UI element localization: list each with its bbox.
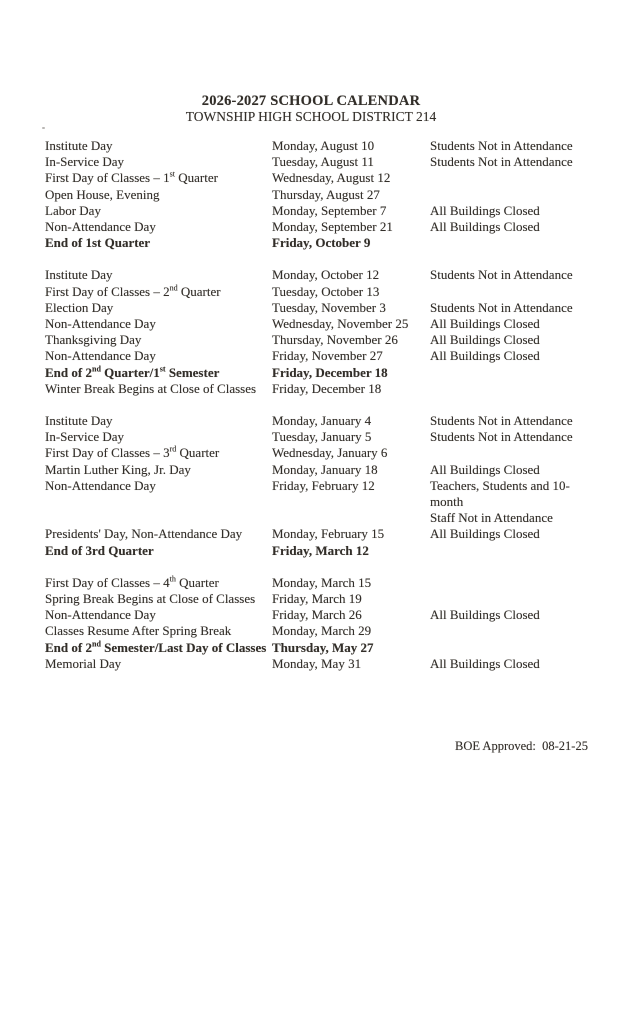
note-cell: All Buildings Closed [430, 526, 540, 542]
date-cell: Friday, November 27 [272, 348, 383, 364]
event-cell: Classes Resume After Spring Break [45, 623, 232, 639]
page-subtitle: TOWNSHIP HIGH SCHOOL DISTRICT 214 [185, 109, 437, 124]
text-segment: End of 2 [45, 364, 92, 380]
event-cell [45, 365, 272, 381]
ordinal-superscript: nd [91, 364, 101, 374]
date-cell: Monday, January 18 [272, 461, 378, 477]
event-cell: Martin Luther King, Jr. Day [45, 461, 191, 477]
ordinal-superscript: st [159, 364, 166, 374]
calendar-row [45, 591, 595, 607]
calendar-row [45, 543, 595, 559]
date-cell: Wednesday, August 12 [272, 170, 391, 186]
note-cell: Students Not in Attendance [430, 413, 573, 429]
note-line: Teachers, Students and 10-month [430, 477, 570, 510]
event-cell [45, 284, 272, 300]
date-cell: Thursday, November 26 [272, 332, 398, 348]
event-cell [45, 445, 272, 461]
date-cell: Thursday, May 27 [272, 639, 374, 655]
date-cell: Friday, March 19 [272, 591, 362, 607]
calendar-section-third-quarter [45, 413, 595, 559]
event-cell: End of 3rd Quarter [45, 542, 154, 558]
calendar-row [45, 267, 595, 283]
event-cell: Thanksgiving Day [45, 332, 142, 348]
date-cell: Monday, October 12 [272, 267, 380, 283]
event-cell: Institute Day [45, 413, 113, 429]
calendar-row [45, 575, 595, 591]
note-cell: All Buildings Closed [430, 202, 540, 218]
calendar-row [45, 381, 595, 397]
calendar-row [45, 348, 595, 364]
date-cell: Friday, December 18 [272, 380, 382, 396]
calendar-row [45, 462, 595, 478]
calendar-row [45, 478, 595, 527]
calendar-row [45, 365, 595, 381]
calendar-row [45, 203, 595, 219]
calendar-row [45, 170, 595, 186]
text-segment: Quarter [174, 170, 218, 186]
scan-artifact-speck [42, 127, 45, 129]
event-cell: Institute Day [45, 138, 113, 153]
event-cell: End of 1st Quarter [45, 235, 151, 251]
note-cell [430, 478, 595, 527]
calendar-row [45, 429, 595, 445]
event-cell: Labor Day [45, 202, 101, 218]
page-title: 2026-2027 SCHOOL CALENDAR [201, 93, 421, 109]
boe-approval-note: BOE Approved: 08-21-25 [455, 739, 588, 753]
date-cell: Tuesday, November 3 [272, 299, 386, 315]
note-cell: Students Not in Attendance [430, 267, 573, 283]
note-cell: All Buildings Closed [430, 332, 540, 348]
text-segment: Semester/Last Day of Classes [100, 639, 267, 655]
calendar-row [45, 300, 595, 316]
event-cell: Presidents' Day, Non-Attendance Day [45, 526, 243, 542]
calendar-row [45, 607, 595, 623]
event-cell: Winter Break Begins at Close of Classes [45, 380, 257, 396]
text-segment: End of 2 [45, 639, 92, 655]
date-cell: Monday, March 29 [272, 623, 372, 639]
calendar-row [45, 332, 595, 348]
calendar-row [45, 526, 595, 542]
date-cell: Friday, October 9 [272, 235, 371, 251]
date-cell: Tuesday, October 13 [272, 283, 380, 299]
calendar-section-fourth-quarter [45, 575, 595, 672]
ordinal-superscript: th [169, 574, 176, 584]
ordinal-superscript: nd [91, 639, 101, 649]
date-cell: Wednesday, November 25 [272, 316, 409, 332]
text-segment: Quarter [175, 574, 219, 590]
text-segment: Quarter [177, 283, 221, 299]
text-segment: Quarter [176, 445, 220, 461]
calendar-row [45, 154, 595, 170]
note-cell: Students Not in Attendance [430, 154, 573, 170]
date-cell: Monday, September 7 [272, 202, 387, 218]
calendar-section-second-quarter [45, 267, 595, 397]
calendar-body [45, 138, 595, 672]
text-segment: First Day of Classes – 3 [45, 445, 170, 461]
note-cell: All Buildings Closed [430, 461, 540, 477]
event-cell: Election Day [45, 299, 114, 315]
calendar-row [45, 316, 595, 332]
note-cell: Students Not in Attendance [430, 299, 573, 315]
event-cell [45, 575, 272, 591]
event-cell: Non-Attendance Day [45, 316, 156, 332]
note-cell: All Buildings Closed [430, 348, 540, 364]
note-cell: All Buildings Closed [430, 316, 540, 332]
event-cell: Non-Attendance Day [45, 477, 156, 493]
date-cell: Friday, March 26 [272, 607, 362, 623]
date-cell: Monday, March 15 [272, 574, 372, 590]
event-cell: Spring Break Begins at Close of Classes [45, 591, 256, 607]
event-cell [45, 170, 272, 186]
calendar-row [45, 640, 595, 656]
note-cell: Students Not in Attendance [430, 138, 573, 153]
event-cell: Memorial Day [45, 655, 122, 671]
calendar-row [45, 445, 595, 461]
calendar-row [45, 656, 595, 672]
date-cell: Monday, September 21 [272, 219, 393, 235]
date-cell: Monday, May 31 [272, 655, 362, 671]
date-cell: Friday, February 12 [272, 477, 375, 493]
date-cell: Monday, August 10 [272, 138, 375, 153]
ordinal-superscript: nd [169, 283, 178, 293]
date-cell: Monday, February 15 [272, 526, 385, 542]
date-cell: Wednesday, January 6 [272, 445, 388, 461]
calendar-row [45, 187, 595, 203]
calendar-row [45, 623, 595, 639]
note-cell: Students Not in Attendance [430, 429, 573, 445]
date-cell: Friday, March 12 [272, 542, 369, 558]
event-cell [45, 640, 272, 656]
calendar-row [45, 413, 595, 429]
date-cell: Tuesday, August 11 [272, 154, 374, 170]
event-cell: Non-Attendance Day [45, 219, 156, 235]
event-cell: Institute Day [45, 267, 113, 283]
event-cell: Non-Attendance Day [45, 607, 156, 623]
text-segment: First Day of Classes – 2 [45, 283, 170, 299]
text-segment: First Day of Classes – 4 [45, 574, 170, 590]
date-cell: Monday, January 4 [272, 413, 372, 429]
event-cell: In-Service Day [45, 429, 125, 445]
document-header [0, 0, 622, 124]
date-cell: Thursday, August 27 [272, 186, 380, 202]
date-cell: Friday, December 18 [272, 364, 388, 380]
note-cell: All Buildings Closed [430, 607, 540, 623]
ordinal-superscript: rd [169, 445, 177, 455]
calendar-row [45, 219, 595, 235]
note-cell: All Buildings Closed [430, 655, 540, 671]
ordinal-superscript: st [169, 170, 175, 180]
text-segment: First Day of Classes – 1 [45, 170, 170, 186]
text-segment: Quarter/1 [100, 364, 160, 380]
event-cell: In-Service Day [45, 154, 125, 170]
calendar-row [45, 138, 595, 154]
calendar-row [45, 235, 595, 251]
text-segment: Semester [165, 364, 220, 380]
calendar-row [45, 284, 595, 300]
note-cell: All Buildings Closed [430, 219, 540, 235]
date-cell: Tuesday, January 5 [272, 429, 372, 445]
event-cell: Non-Attendance Day [45, 348, 156, 364]
note-line: Staff Not in Attendance [430, 510, 553, 526]
calendar-section-first-quarter [45, 138, 595, 251]
event-cell: Open House, Evening [45, 186, 160, 202]
